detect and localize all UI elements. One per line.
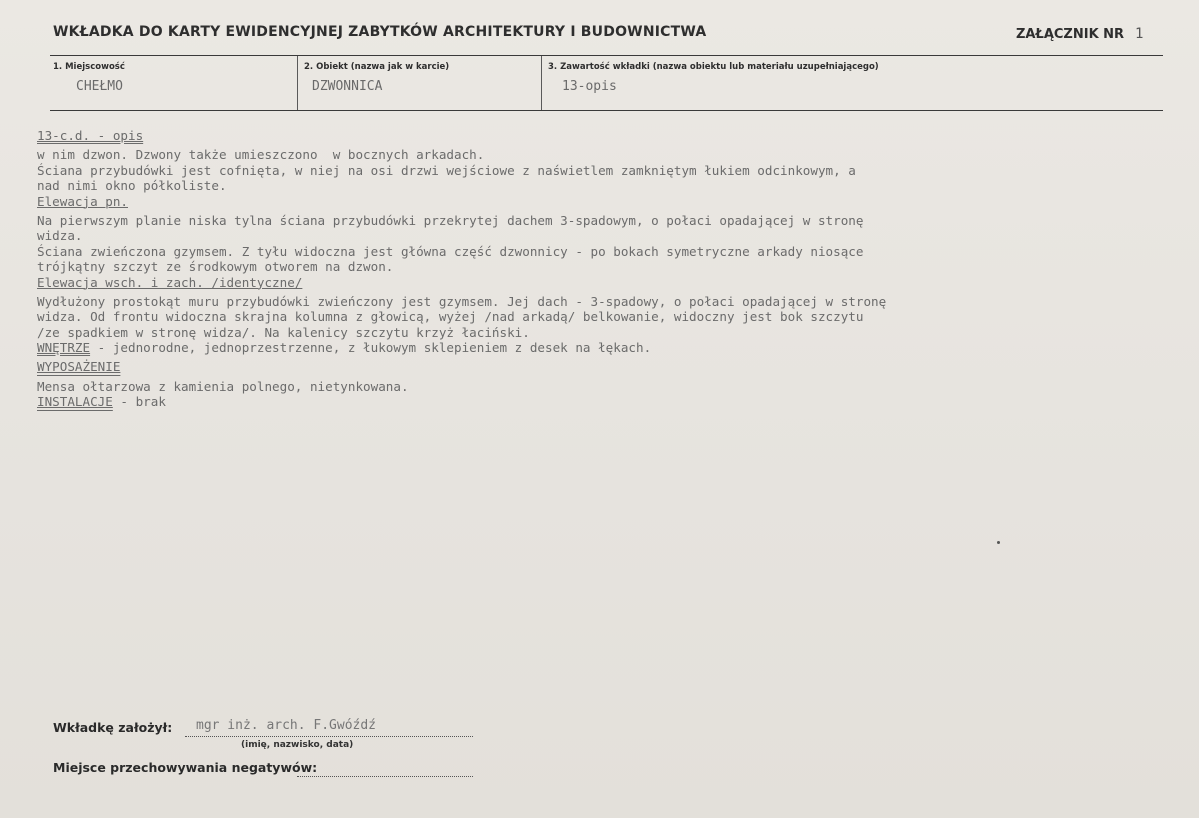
installations-text: - brak [112,394,166,410]
object-value: DZWONNICA [312,79,383,94]
interior-line [37,340,1177,355]
east-west-elevation-heading: Elewacja wsch. i zach. /identyczne/ [37,274,303,290]
text-line: Ściana przybudówki jest cofnięta, w niej na osi drzwi wejściowe z naświetlem zamkniętym łukiem odcinkowym, a [37,162,856,178]
interior-heading: WNĘTRZE [37,340,91,356]
locality-value: CHEŁMO [76,79,123,94]
negatives-dotted-line [297,776,473,777]
text-line: Na pierwszym planie niska tylna ściana przybudówki przekrytej dachem 3-spadowym, o połaci opadającej w stronę [37,212,864,228]
furnishing-text: Mensa ołtarzowa z kamienia polnego, nietynkowana. [37,378,409,394]
typed-description [37,128,1177,410]
form-title: WKŁADKA DO KARTY EWIDENCYJNEJ ZABYTKÓW ARCHITEKTURY I BUDOWNICTWA [53,24,707,40]
paper-speck [997,541,1000,544]
text-line: widza. [37,228,83,244]
north-elevation-heading: Elewacja pn. [37,193,128,209]
annex-number: 1 [1135,26,1144,42]
author-label: Wkładkę założył: [53,720,173,735]
content-label: 3. Zawartość wkładki (nazwa obiektu lub materiału uzupełniającego) [548,62,879,72]
annex-label: ZAŁĄCZNIK NR [1016,27,1125,42]
fields-bottom-rule [50,110,1163,111]
installations-heading: INSTALACJE [37,394,113,410]
author-dotted-line [185,736,473,737]
interior-text: - jednorodne, jednoprzestrzenne, z łukowym sklepieniem z desek na łękach. [90,340,652,356]
locality-label: 1. Miejscowość [53,62,125,72]
content-value: 13-opis [562,79,617,94]
text-line: Ściana zwieńczona gzymsem. Z tyłu widoczna jest główna część dzwonnicy - po bokach symetryczne arkady niosące [37,243,864,259]
object-label: 2. Obiekt (nazwa jak w karcie) [304,62,450,72]
text-line: nad nimi okno półkoliste. [37,178,227,194]
text-line: /ze spadkiem w stronę widza/. Na kalenicy szczytu krzyż łaciński. [37,324,530,340]
text-line: Wydłużony prostokąt muru przybudówki zwieńczony jest gzymsem. Jej dach - 3-spadowy, o połaci opadającej w stronę [37,293,887,309]
text-line: w nim dzwon. Dzwony także umieszczono w bocznych arkadach. [37,147,485,163]
installations-line [37,394,1177,409]
text-line: widza. Od frontu widoczna skrajna kolumna z głowicą, wyżej /nad arkadą/ belkowanie, widoczny jest bok szczytu [37,309,864,325]
furnishing-heading: WYPOSAŻENIE [37,359,121,375]
field-divider-2 [541,56,542,110]
section-title: 13-c.d. - opis [37,128,144,143]
text-line: trójkątny szczyt ze środkowym otworem na dzwon. [37,259,394,275]
author-hint: (imię, nazwisko, data) [241,740,354,750]
author-value: mgr inż. arch. F.Gwóźdź [196,718,377,733]
negatives-label: Miejsce przechowywania negatywów: [53,760,318,775]
field-divider-1 [297,56,298,110]
top-rule [50,55,1163,56]
